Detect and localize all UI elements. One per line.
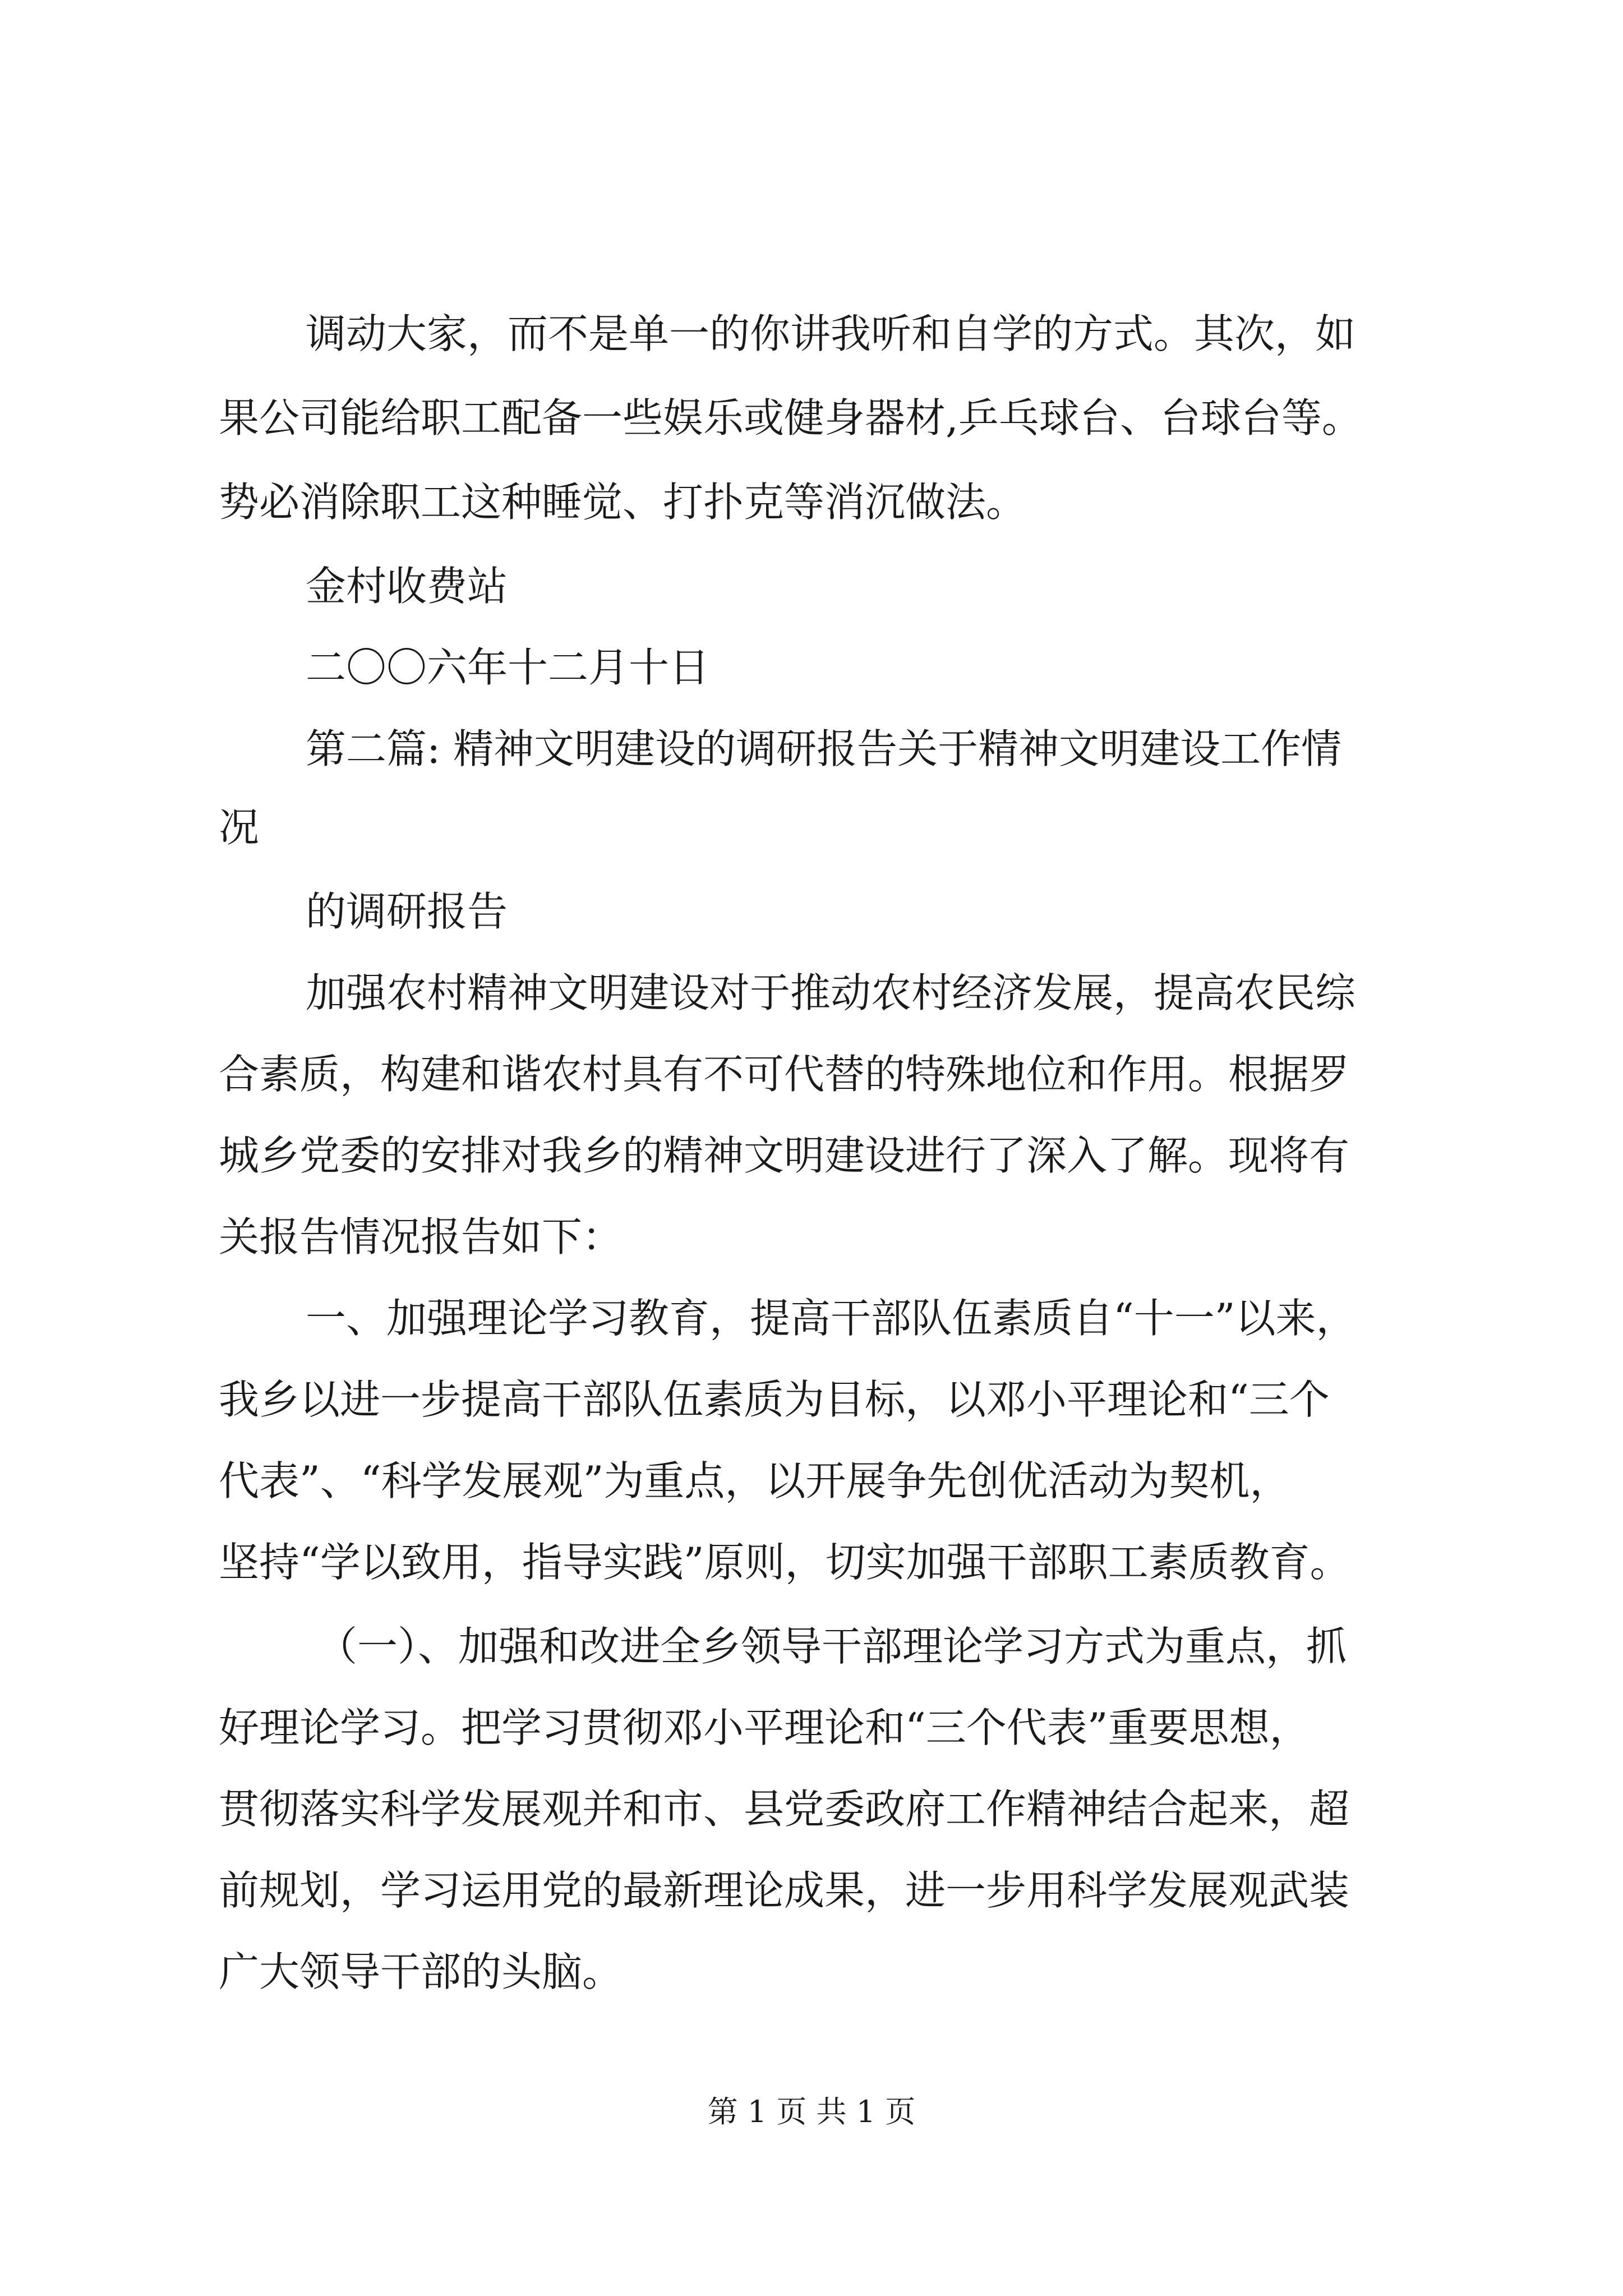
signature-date: 二〇〇六年十二月十日 — [306, 644, 710, 691]
text-line: 一、加强理论学习教育，提高干部队伍素质自“十一”以来， — [306, 1295, 1357, 1342]
text-line: 势必消除职工这种睡觉、打扑克等消沉做法。 — [219, 478, 1027, 526]
text-line: 前规划，学习运用党的最新理论成果，进一步用科学发展观武装 — [219, 1867, 1350, 1914]
section-heading: 第二篇: 精神文明建设的调研报告关于精神文明建设工作情 — [306, 725, 1342, 772]
text-line: 贯彻落实科学发展观并和市、县党委政府工作精神结合起来，超 — [219, 1786, 1350, 1833]
signature-org: 金村收费站 — [306, 563, 508, 610]
text-line: 调动大家，而不是单一的你讲我听和自学的方式。其次，如 — [306, 310, 1356, 357]
text-line: 城乡党委的安排对我乡的精神文明建设进行了深入了解。现将有 — [219, 1132, 1350, 1179]
text-line: 加强农村精神文明建设对于推动农村经济发展，提高农民综 — [306, 969, 1356, 1016]
text-line: 好理论学习。把学习贯彻邓小平理论和“三个代表”重要思想， — [219, 1704, 1310, 1751]
text-line: 广大领导干部的头脑。 — [219, 1948, 623, 1995]
text-line: 我乡以进一步提高干部队伍素质为目标，以邓小平理论和“三个 — [219, 1376, 1330, 1423]
text-line: 坚持“学以致用，指导实践”原则，切实加强干部职工素质教育。 — [219, 1539, 1350, 1586]
text-line: （一）、加强和改进全乡领导干部理论学习方式为重点，抓 — [317, 1623, 1347, 1670]
text-line: 合素质，构建和谐农村具有不可代替的特殊地位和作用。根据罗 — [219, 1051, 1350, 1098]
text-line: 代表”、“科学发展观”为重点，以开展争先创优活动为契机， — [219, 1457, 1290, 1504]
text-line: 关报告情况报告如下： — [219, 1213, 623, 1260]
text-line: 果公司能给职工配备一些娱乐或健身器材,乒乓球台、台球台等。 — [219, 394, 1362, 441]
section-heading-continued: 况 — [219, 804, 260, 851]
page-number-footer: 第 1 页 共 1 页 — [707, 2094, 916, 2129]
section-subtitle: 的调研报告 — [306, 888, 508, 935]
